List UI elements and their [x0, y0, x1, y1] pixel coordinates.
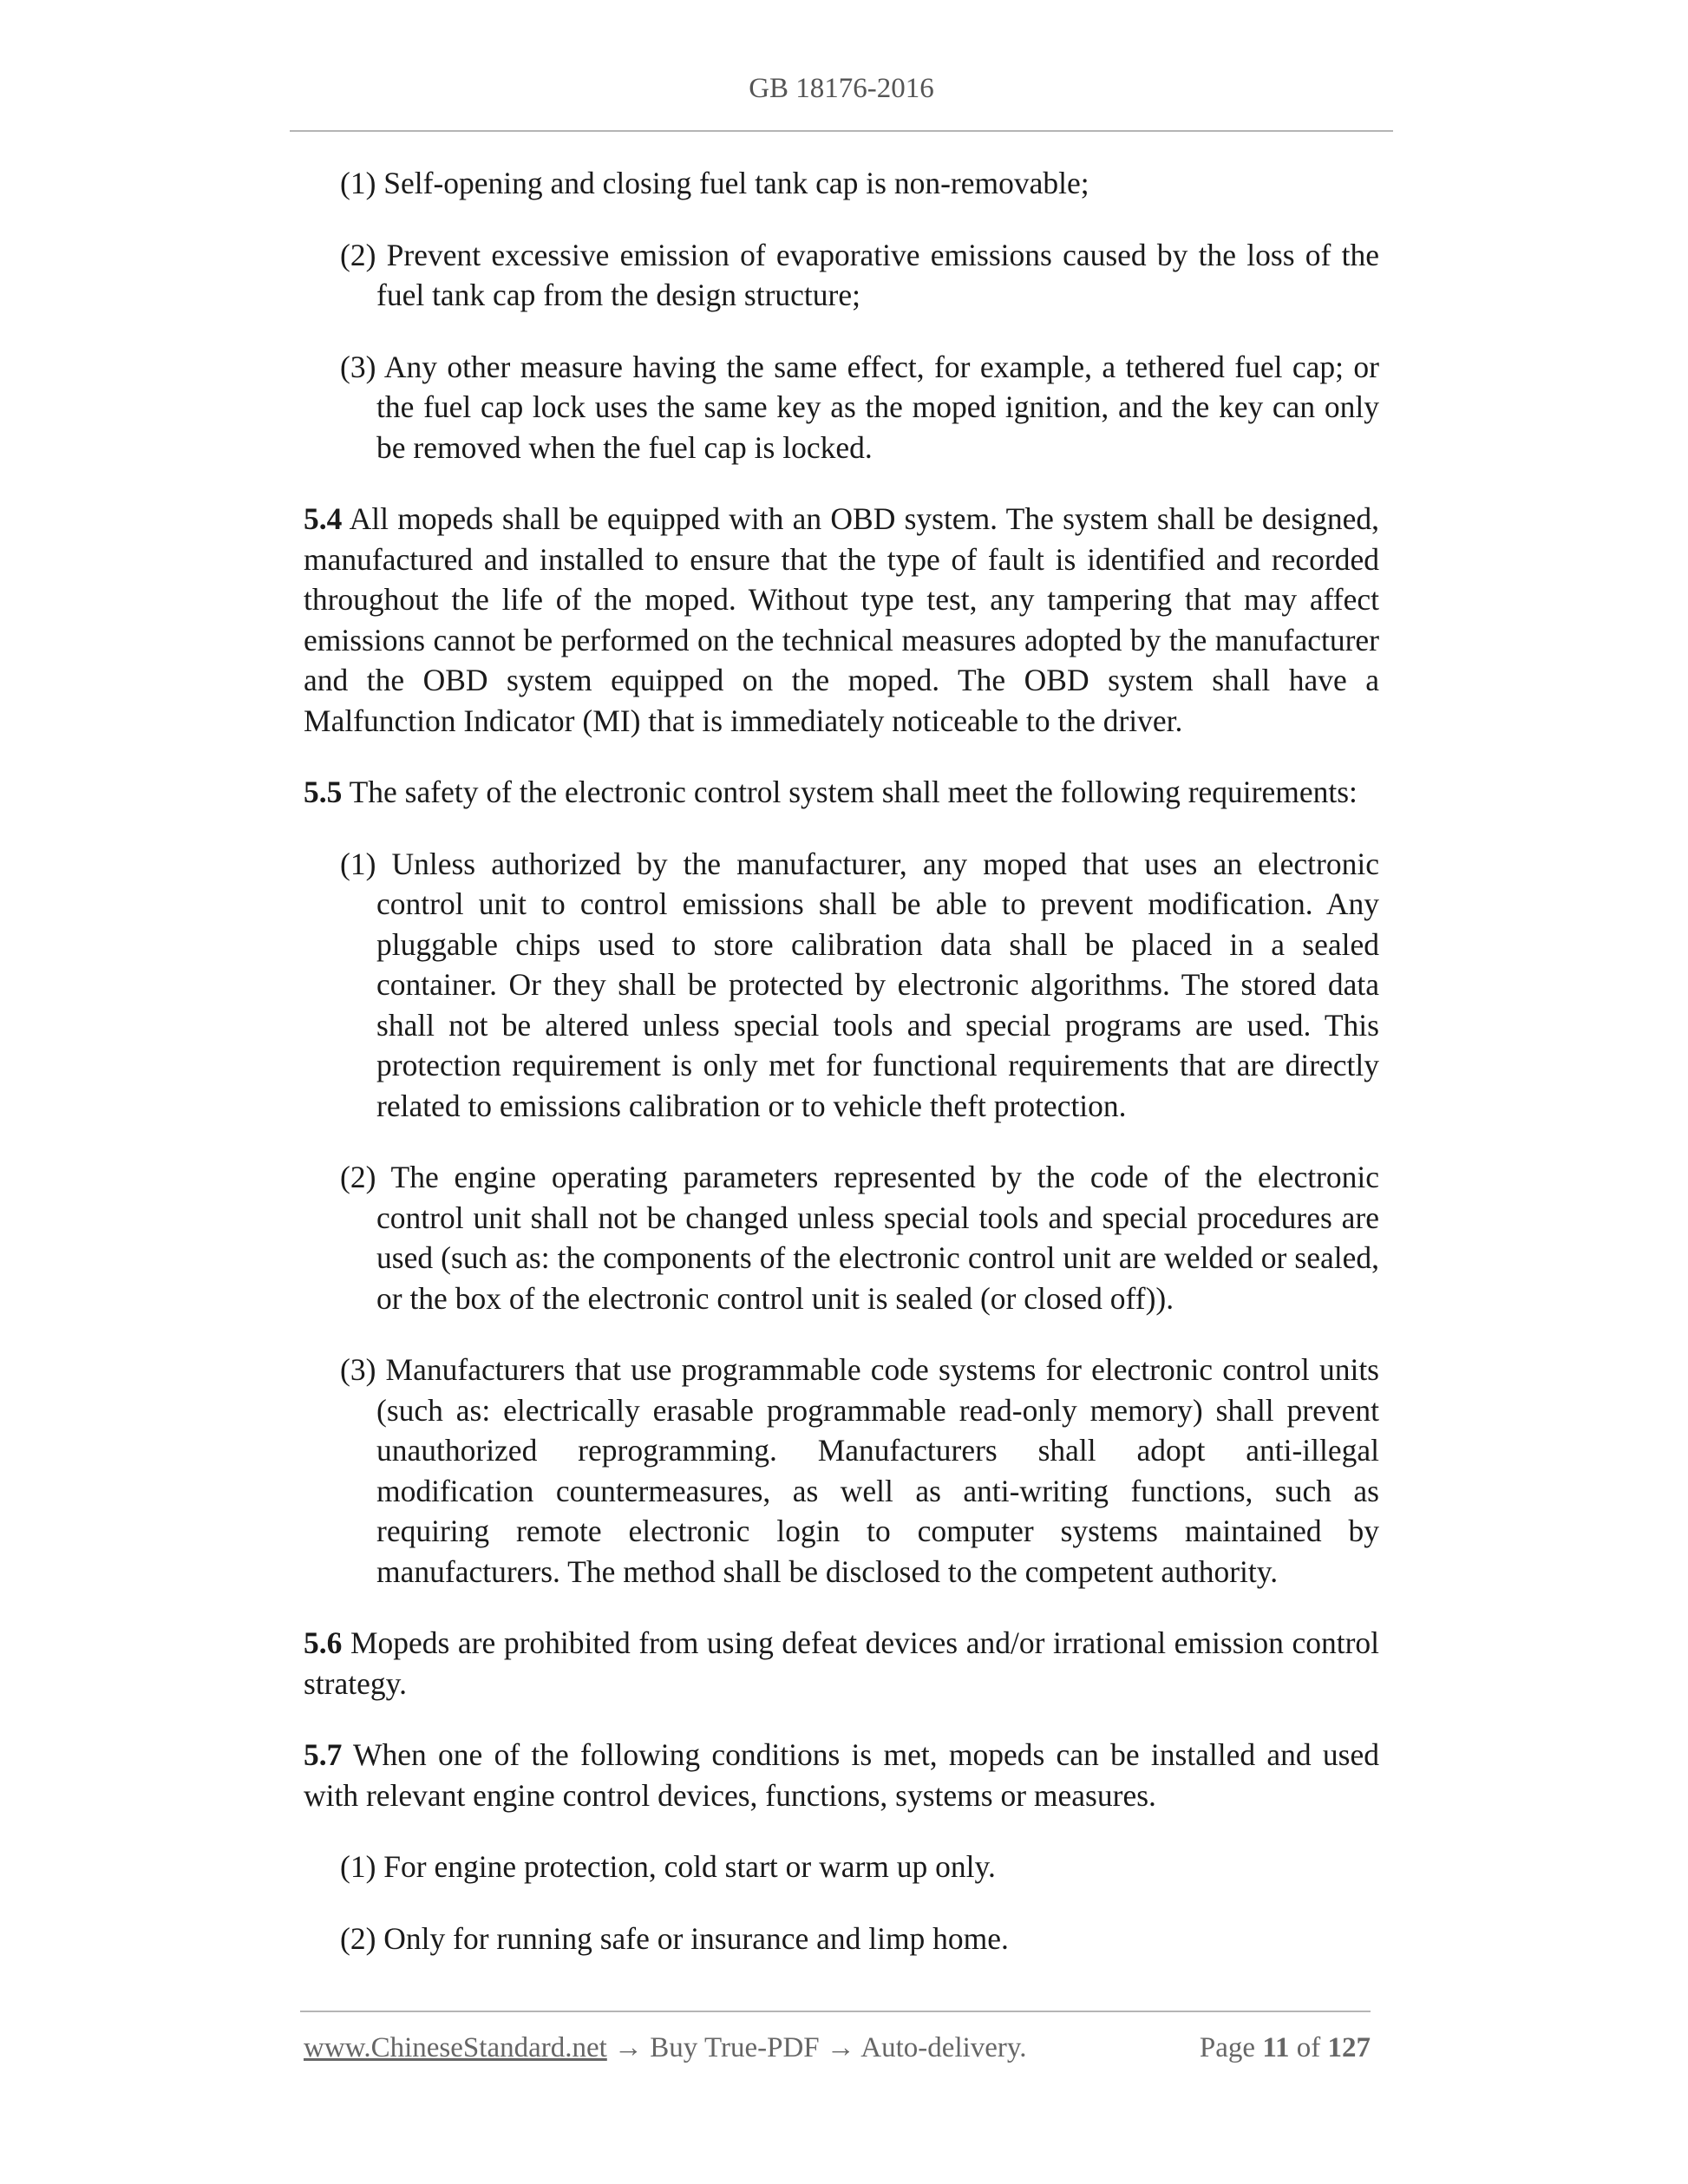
header-divider — [290, 130, 1393, 132]
clause-text: The safety of the electronic control system shall meet the following requirements: — [349, 775, 1358, 809]
footer-divider — [300, 2011, 1371, 2012]
document-header — [290, 73, 1393, 105]
site-link[interactable]: www.ChineseStandard.net — [304, 2032, 607, 2063]
clause-text: All mopeds shall be equipped with an OBD system. The system shall be designed, manufactured and installed to ensure that the type of fault is identified and recorded throughout the life of the moped. Without type test, any tampering that may affect emissions cannot be performed on the technical measures adopted by the manufacturer and the OBD system equipped on the moped. The OBD system shall have a Malfunction Indicator (MI) that is immediately noticeable to the driver. — [304, 501, 1379, 738]
clause-5-4 — [304, 499, 1379, 741]
page-indicator — [1200, 2032, 1371, 2064]
clause-5-5-item-3: (3) Manufacturers that use programmable code systems for electronic control units (such as: electrically erasable programmable read-only memory) shall prevent unauthorized reprogramming. Manufacturers shall adopt anti-illegal modification countermeasures, as well as anti-writing functions, such as requiring remote electronic login to computer systems maintained by manufacturers. The method shall be disclosed to the competent authority. — [340, 1352, 1379, 1589]
clause-5-7-item-2: (2) Only for running safe or insurance and limp home. — [340, 1920, 1009, 1956]
intro-item-3: (3) Any other measure having the same effect, for example, a tethered fuel cap; or the fuel cap lock uses the same key as the moped ignition, and the key can only be removed when the fuel cap is locked. — [340, 349, 1379, 465]
clause-5-7 — [304, 1735, 1379, 1815]
clause-text: When one of the following conditions is met, mopeds can be installed and used with relevant engine control devices, functions, systems or measures. — [304, 1737, 1380, 1813]
clause-5-5-item-2: (2) The engine operating parameters represented by the code of the electronic control unit shall not be changed unless special tools and special procedures are used (such as: the components of the electronic control unit are welded or sealed, or the box of the electronic control unit is sealed (or closed off)). — [340, 1160, 1379, 1316]
clause-text: Mopeds are prohibited from using defeat devices and/or irrational emission control strategy. — [304, 1625, 1379, 1701]
clause-5-5 — [304, 772, 1379, 813]
of-label: of — [1296, 2032, 1321, 2063]
clause-number: 5.4 — [304, 501, 343, 536]
promo-text: → Buy True-PDF → Auto-delivery. — [606, 2032, 1027, 2063]
clause-5-6 — [304, 1623, 1379, 1703]
clause-number: 5.7 — [304, 1737, 343, 1772]
intro-item-2: (2) Prevent excessive emission of evaporative emissions caused by the loss of the fuel tank cap from the design structure; — [340, 237, 1379, 312]
footer-promo — [304, 2032, 1027, 2064]
page-label: Page — [1199, 2032, 1256, 2063]
document-body — [304, 163, 1379, 1990]
clause-number: 5.5 — [304, 775, 343, 809]
standard-id: GB 18176-2016 — [749, 73, 934, 104]
total-pages: 127 — [1327, 2032, 1371, 2063]
clause-number: 5.6 — [304, 1625, 343, 1660]
intro-item-1: (1) Self-opening and closing fuel tank cap is non-removable; — [340, 166, 1089, 200]
page-number: 11 — [1262, 2032, 1290, 2063]
clause-5-7-item-1: (1) For engine protection, cold start or warm up only. — [340, 1849, 996, 1884]
clause-5-5-item-1: (1) Unless authorized by the manufacturer, any moped that uses an electronic control unit to control emissions shall be able to prevent modification. Any pluggable chips used to store calibration data shall be placed in a sealed container. Or they shall be protected by electronic algorithms. The stored data shall not be altered unless special tools and special programs are used. This protection requirement is only met for functional requirements that are directly related to emissions calibration or to vehicle theft protection. — [340, 846, 1379, 1123]
